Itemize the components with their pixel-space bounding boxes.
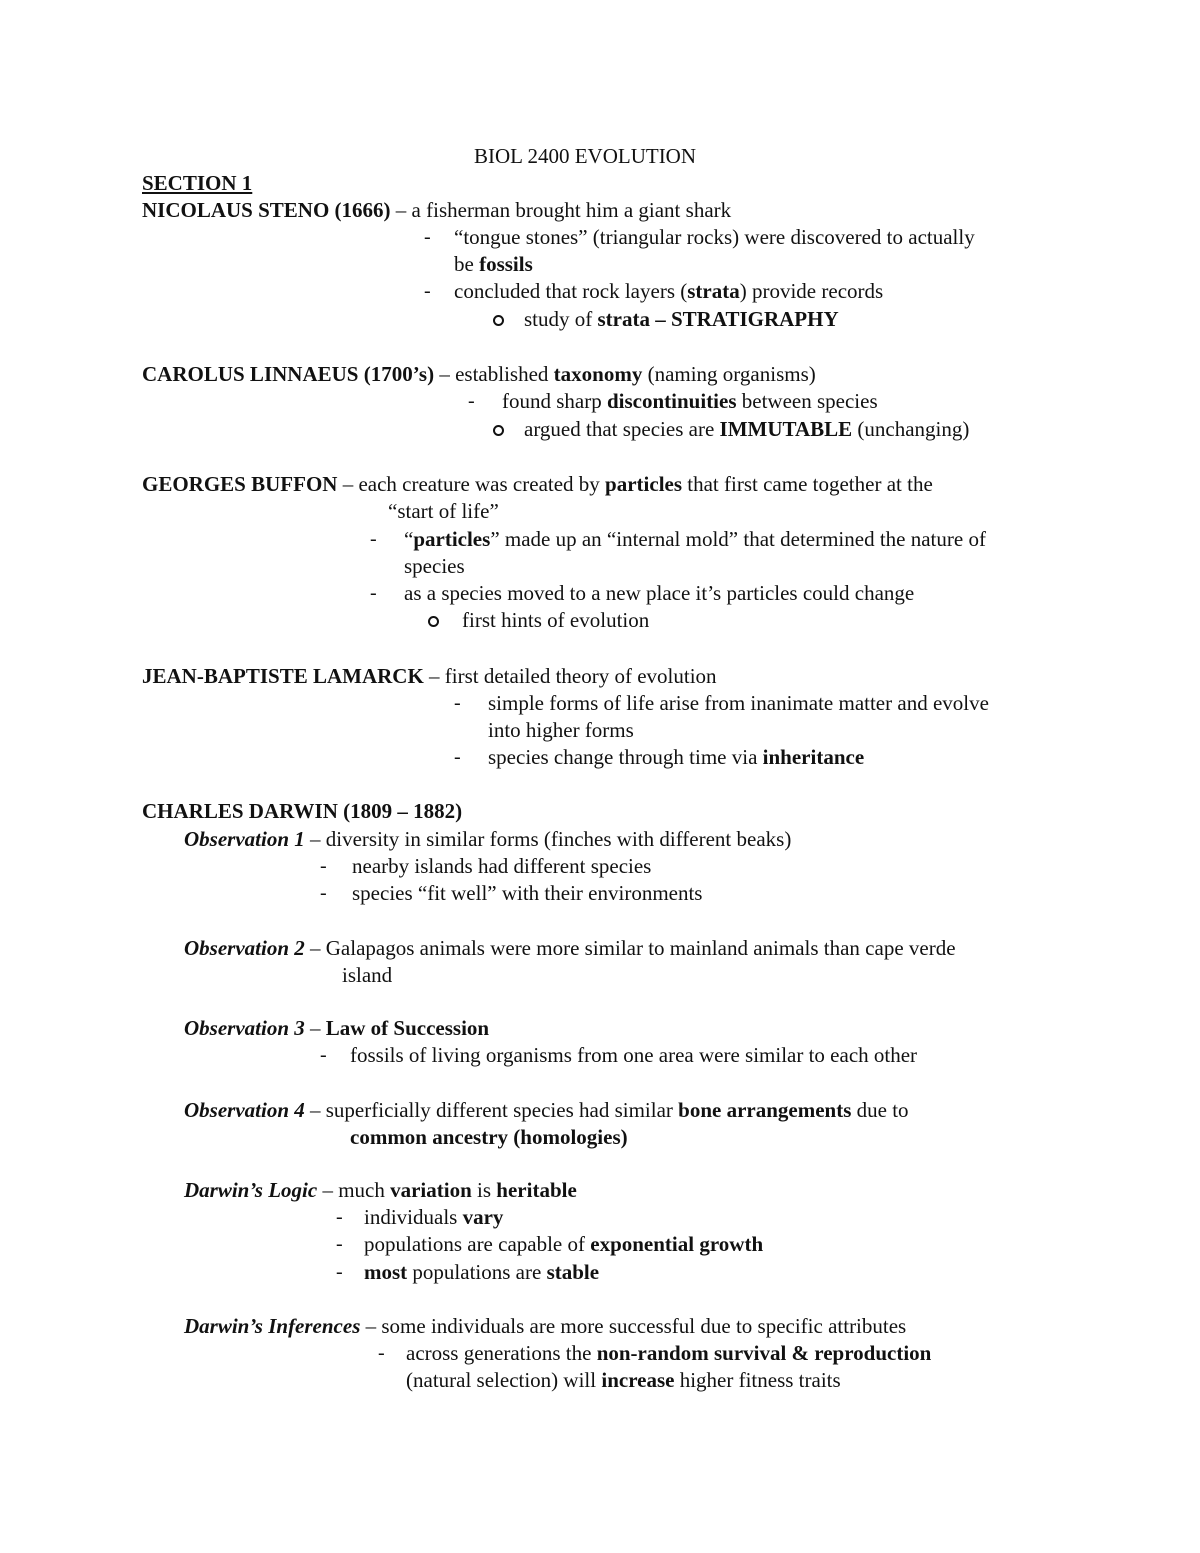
discontinuities-term: discontinuities: [606, 389, 737, 413]
lamarck-name: JEAN-BAPTISTE LAMARCK: [142, 664, 424, 688]
variation-term: variation: [390, 1178, 472, 1202]
section-heading: SECTION 1: [142, 171, 253, 195]
most-term: most: [364, 1260, 408, 1284]
observation-2-line-2: island: [342, 963, 393, 987]
lamarck-bullet-1-line-1: simple forms of life arise from inanimate matter and evolve: [488, 691, 989, 715]
dash-bullet: -: [424, 280, 431, 302]
inferences-bullet-1-line-2: (natural selection) will increase higher fitness traits: [406, 1368, 841, 1392]
steno-heading: [142, 197, 731, 224]
observation-2: Observation 2 – Galapagos animals were more similar to mainland animals than cape verde: [184, 936, 956, 960]
lamarck-heading: JEAN-BAPTISTE LAMARCK – first detailed theory of evolution: [142, 664, 717, 688]
darwins-logic: Darwin’s Logic – much variation is heritable: [184, 1178, 577, 1202]
steno-intro: – a fisherman brought him a giant shark: [390, 198, 732, 222]
observation-1: Observation 1 – diversity in similar forms (finches with different beaks): [184, 827, 792, 851]
document-title: BIOL 2400 EVOLUTION: [474, 144, 697, 168]
dash-bullet: -: [320, 882, 327, 904]
strata-term: strata: [687, 279, 740, 303]
heritable-term: heritable: [496, 1178, 577, 1202]
bone-arrangements-term: bone arrangements: [678, 1098, 852, 1122]
dash-bullet: -: [320, 1044, 327, 1066]
linnaeus-name: CAROLUS LINNAEUS (1700’s): [142, 362, 435, 386]
observation-4-line-2: common ancestry (homologies): [350, 1125, 628, 1149]
stratigraphy-term: strata – STRATIGRAPHY: [597, 307, 839, 331]
observation-3-bullet-1: fossils of living organisms from one area were similar to each other: [350, 1043, 918, 1067]
dash-bullet: -: [454, 746, 461, 768]
observation-1-bullet-2: species “fit well” with their environments: [352, 881, 703, 905]
steno-bullet-1-line-2: be fossils: [454, 252, 533, 276]
exponential-growth-term: exponential growth: [590, 1232, 764, 1256]
observation-4: Observation 4 – superficially different species had similar bone arrangements due to: [184, 1098, 909, 1122]
buffon-bullet-1-line-2: species: [404, 554, 465, 578]
particles-term: particles: [605, 472, 683, 496]
observation-1-label: Observation 1: [184, 827, 305, 851]
increase-term: increase: [601, 1368, 675, 1392]
observation-3-label: Observation 3: [184, 1016, 305, 1040]
observation-1-bullet-1: nearby islands had different species: [352, 854, 652, 878]
steno-sub-bullet: study of strata – STRATIGRAPHY: [524, 307, 839, 331]
stable-term: stable: [546, 1260, 600, 1284]
buffon-name: GEORGES BUFFON: [142, 472, 338, 496]
dash-bullet: -: [370, 528, 377, 550]
buffon-heading: GEORGES BUFFON – each creature was created by particles that first came together at the: [142, 472, 933, 496]
particles-term: particles: [413, 527, 491, 551]
dash-bullet: -: [336, 1233, 343, 1255]
law-of-succession-term: Law of Succession: [325, 1016, 490, 1040]
logic-bullet-1: individuals vary: [364, 1205, 504, 1229]
buffon-heading-line-2: “start of life”: [388, 499, 499, 523]
dash-bullet: -: [370, 582, 377, 604]
circle-bullet-icon: [428, 616, 439, 627]
dash-bullet: -: [424, 226, 431, 248]
lamarck-bullet-2: species change through time via inheritance: [488, 745, 865, 769]
darwins-logic-label: Darwin’s Logic: [184, 1178, 318, 1202]
observation-2-label: Observation 2: [184, 936, 305, 960]
darwin-heading: CHARLES DARWIN (1809 – 1882): [142, 799, 463, 823]
non-random-survival-term: non-random survival & reproduction: [596, 1341, 932, 1365]
dash-bullet: -: [454, 692, 461, 714]
circle-bullet-icon: [493, 425, 504, 436]
dash-bullet: -: [336, 1261, 343, 1283]
logic-bullet-3: most populations are stable: [364, 1260, 600, 1284]
darwins-inferences-label: Darwin’s Inferences: [184, 1314, 361, 1338]
observation-4-label: Observation 4: [184, 1098, 305, 1122]
dash-bullet: -: [468, 390, 475, 412]
darwins-inferences: Darwin’s Inferences – some individuals are more successful due to specific attributes: [184, 1314, 907, 1338]
observation-3: Observation 3 – Law of Succession: [184, 1016, 490, 1040]
circle-bullet-icon: [493, 315, 504, 326]
inheritance-term: inheritance: [762, 745, 865, 769]
taxonomy-term: taxonomy: [553, 362, 643, 386]
steno-bullet-2: concluded that rock layers (strata) provide records: [454, 279, 884, 303]
fossils-term: fossils: [479, 252, 533, 276]
inferences-bullet-1-line-1: across generations the non-random survival & reproduction: [406, 1341, 932, 1365]
linnaeus-heading: CAROLUS LINNAEUS (1700’s) – established taxonomy (naming organisms): [142, 362, 816, 386]
logic-bullet-2: populations are capable of exponential growth: [364, 1232, 764, 1256]
buffon-bullet-2: as a species moved to a new place it’s particles could change: [404, 581, 915, 605]
dash-bullet: -: [336, 1206, 343, 1228]
linnaeus-sub-bullet: argued that species are IMMUTABLE (unchanging): [524, 417, 970, 441]
immutable-term: IMMUTABLE: [719, 417, 853, 441]
buffon-bullet-1-line-1: “particles” made up an “internal mold” that determined the nature of: [404, 527, 986, 551]
lamarck-bullet-1-line-2: into higher forms: [488, 718, 634, 742]
linnaeus-bullet-1: found sharp discontinuities between species: [502, 389, 878, 413]
dash-bullet: -: [378, 1342, 385, 1364]
dash-bullet: -: [320, 855, 327, 877]
buffon-sub-bullet: first hints of evolution: [462, 608, 650, 632]
steno-name: NICOLAUS STENO (1666): [142, 198, 391, 222]
vary-term: vary: [462, 1205, 504, 1229]
steno-bullet-1-line-1: “tongue stones” (triangular rocks) were discovered to actually: [454, 225, 975, 249]
